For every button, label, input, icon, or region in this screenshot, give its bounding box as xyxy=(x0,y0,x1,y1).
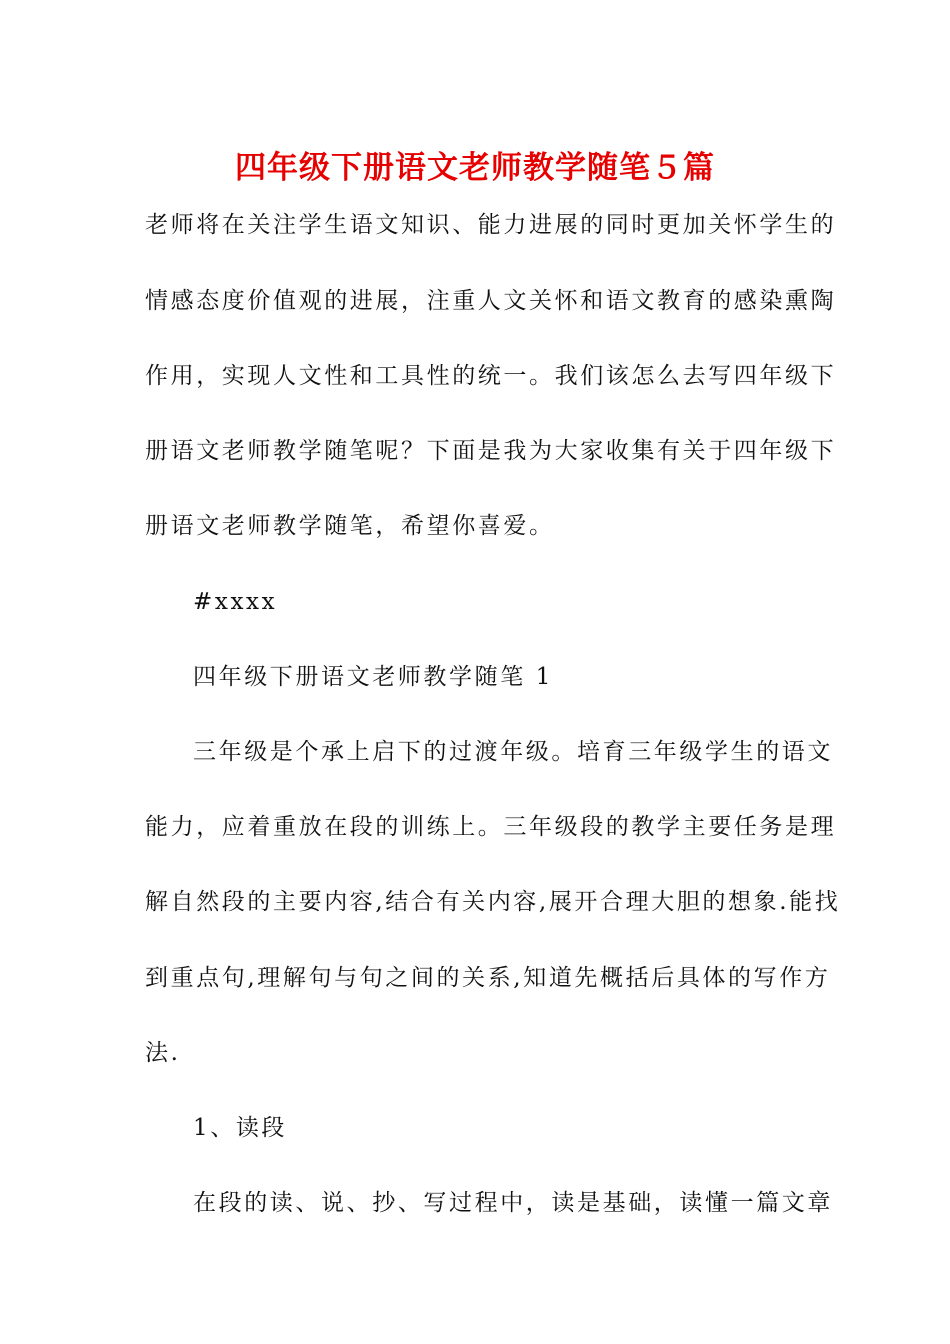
paragraph-line: 能力，应着重放在段的训练上。三年级段的教学主要任务是理 xyxy=(145,814,837,840)
paragraph-line: 到重点句,理解句与句之间的关系,知道先概括后具体的写作方 xyxy=(145,965,831,991)
paragraph-line: 作用，实现人文性和工具性的统一。我们该怎么去写四年级下 xyxy=(145,363,837,389)
paragraph-line: 三年级是个承上启下的过渡年级。培育三年级学生的语文 xyxy=(193,739,833,765)
section-heading: 四年级下册语文老师教学随笔 1 xyxy=(193,664,553,690)
paragraph-line: 法. xyxy=(145,1040,181,1066)
paragraph-line: 在段的读、说、抄、写过程中，读是基础，读懂一篇文章 xyxy=(193,1190,833,1216)
section-marker: #xxxx xyxy=(193,589,278,615)
paragraph-line: 册语文老师教学随笔呢？下面是我为大家收集有关于四年级下 xyxy=(145,438,837,464)
subsection-heading: 1、读段 xyxy=(193,1115,288,1141)
document-title: 四年级下册语文老师教学随笔５篇 xyxy=(235,150,715,186)
paragraph-line: 情感态度价值观的进展，注重人文关怀和语文教育的感染熏陶 xyxy=(145,288,837,314)
paragraph-line: 册语文老师教学随笔，希望你喜爱。 xyxy=(145,513,555,539)
paragraph-line: 老师将在关注学生语文知识、能力进展的同时更加关怀学生的 xyxy=(145,212,837,238)
paragraph-line: 解自然段的主要内容,结合有关内容,展开合理大胆的想象.能找 xyxy=(145,889,841,915)
